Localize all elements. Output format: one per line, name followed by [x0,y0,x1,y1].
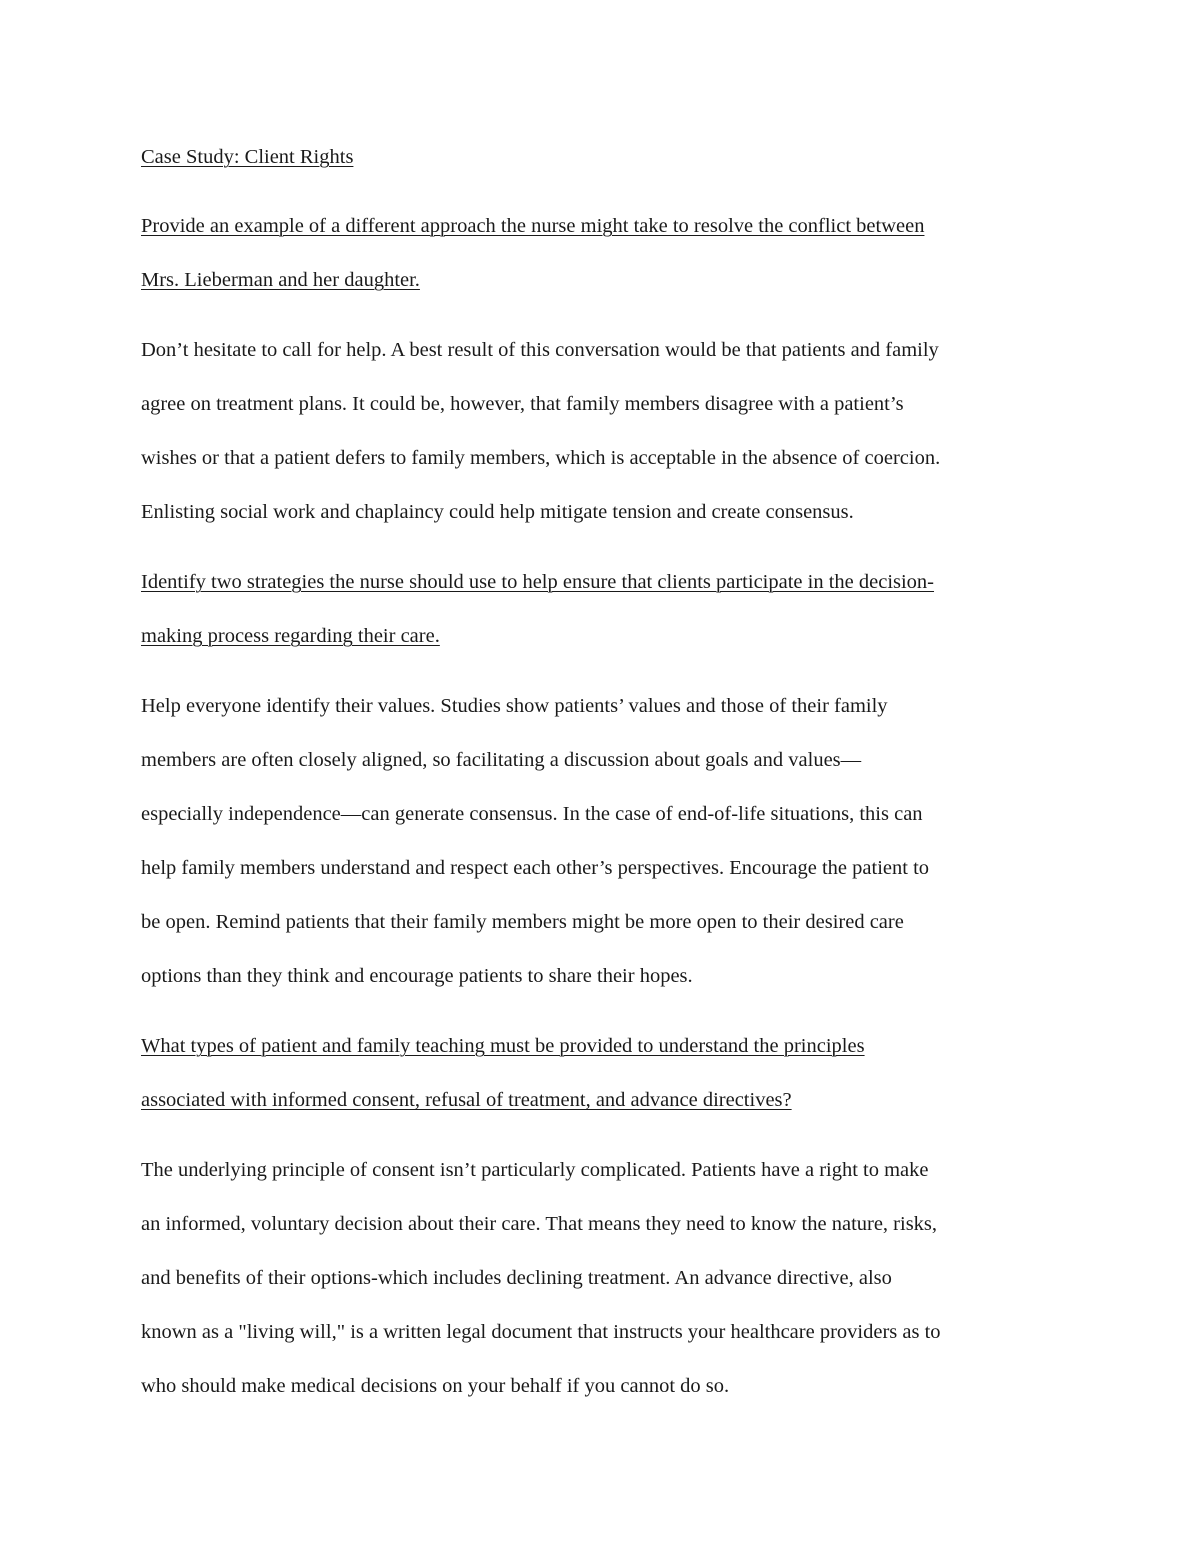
answer-1-line-1: Don’t hesitate to call for help. A best result of this conversation would be that patients and family [141,339,939,361]
question-1-line-2: Mrs. Lieberman and her daughter. [141,269,420,291]
question-3-line-2: associated with informed consent, refusal of treatment, and advance directives? [141,1089,792,1111]
document-title: Case Study: Client Rights [141,146,354,168]
answer-2-line-5: be open. Remind patients that their family members might be more open to their desired care [141,911,904,933]
question-3-line-1: What types of patient and family teaching must be provided to understand the principles [141,1035,865,1057]
question-2-line-1: Identify two strategies the nurse should use to help ensure that clients participate in the decision- [141,571,935,593]
answer-3-line-2: an informed, voluntary decision about their care. That means they need to know the nature, risks, [141,1213,938,1235]
answer-3-line-3: and benefits of their options-which includes declining treatment. An advance directive, also [141,1267,892,1289]
answer-2-line-6: options than they think and encourage patients to share their hopes. [141,965,693,987]
answer-2-line-4: help family members understand and respect each other’s perspectives. Encourage the patient to [141,857,930,879]
question-2-line-2: making process regarding their care. [141,625,440,647]
answer-1-line-2: agree on treatment plans. It could be, however, that family members disagree with a patient’s [141,393,904,415]
answer-3-line-5: who should make medical decisions on your behalf if you cannot do so. [141,1375,730,1397]
answer-3-line-1: The underlying principle of consent isn’t particularly complicated. Patients have a right to make [141,1159,929,1181]
question-1-line-1: Provide an example of a different approach the nurse might take to resolve the conflict between [141,215,925,237]
answer-3-line-4: known as a "living will," is a written legal document that instructs your healthcare providers as to [141,1321,941,1343]
answer-2-line-1: Help everyone identify their values. Studies show patients’ values and those of their family [141,695,888,717]
answer-2-line-2: members are often closely aligned, so facilitating a discussion about goals and values— [141,749,862,771]
answer-1-line-3: wishes or that a patient defers to family members, which is acceptable in the absence of coercion. [141,447,941,469]
answer-2-line-3: especially independence—can generate consensus. In the case of end-of-life situations, this can [141,803,923,825]
answer-1-line-4: Enlisting social work and chaplaincy could help mitigate tension and create consensus. [141,501,854,523]
